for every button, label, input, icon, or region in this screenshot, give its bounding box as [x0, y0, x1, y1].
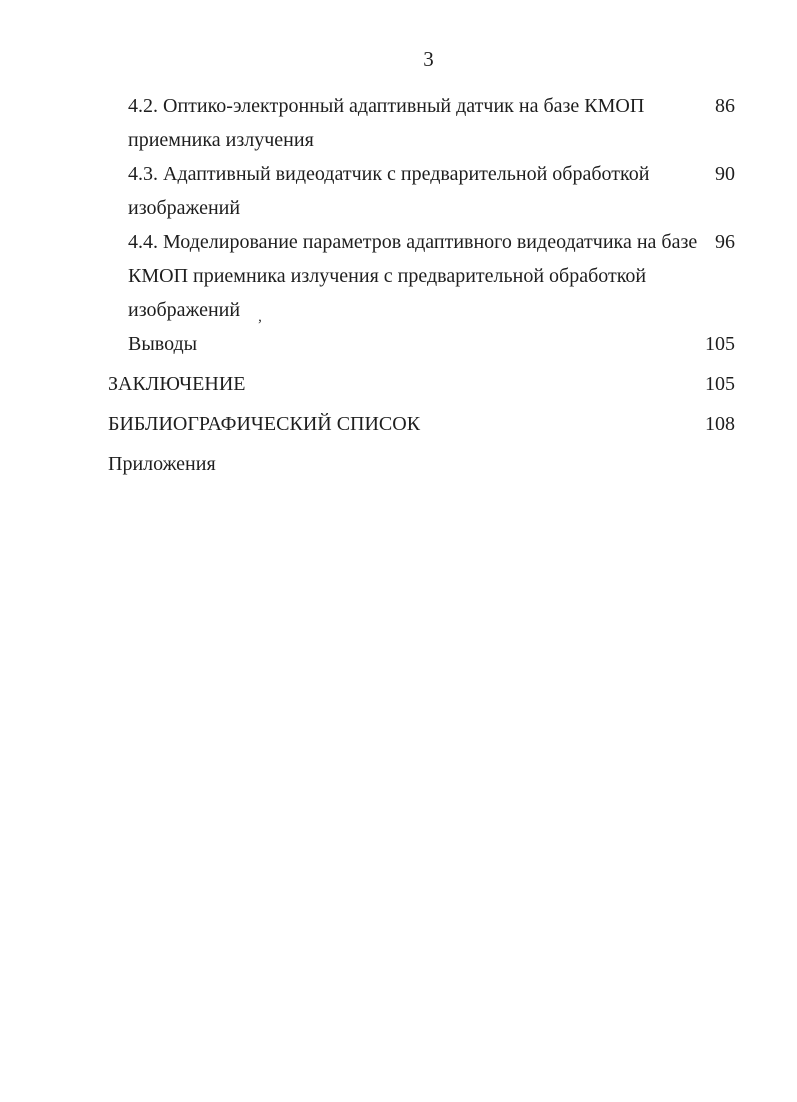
page-number-folio: 3 [423, 47, 434, 71]
toc-entry-text: Выводы [128, 333, 198, 355]
toc-entry-zaklyuchenie [108, 367, 735, 401]
toc-entry-line [108, 293, 735, 327]
toc-entry-line [108, 225, 735, 259]
toc-entry-page-number: 105 [705, 333, 735, 355]
toc-entry-prilozheniya [108, 447, 735, 481]
toc-entry-line [108, 447, 735, 481]
toc-entry-line [108, 367, 735, 401]
toc-entry-text: изображений , [128, 293, 262, 329]
toc-entry-vyvody [108, 327, 735, 361]
toc-entry-text: КМОП приемника излучения с предварительной обработкой [128, 265, 647, 287]
toc-entry-line [108, 407, 735, 441]
scan-artifact-mark: , [258, 309, 262, 325]
toc-entry-4-2 [108, 89, 735, 157]
toc-entry-text: приемника излучения [128, 129, 314, 151]
toc-entry-line [108, 123, 735, 157]
toc-entry-text: ЗАКЛЮЧЕНИЕ [108, 373, 246, 395]
toc-entry-page-number: 90 [715, 163, 735, 185]
toc-entry-page-number: 105 [705, 373, 735, 395]
toc-entry-line [108, 157, 735, 191]
toc-entry-4-3 [108, 157, 735, 225]
toc-entry-page-number: 108 [705, 413, 735, 435]
toc-entry-line [108, 259, 735, 293]
toc-entry-4-4 [108, 225, 735, 327]
toc-entry-line [108, 191, 735, 225]
toc-entry-bibliography [108, 407, 735, 441]
toc-entry-text: Приложения [108, 453, 216, 475]
toc-entry-text: изображений [128, 197, 241, 219]
toc-entry-text: 4.2. Оптико-электронный адаптивный датчик на базе КМОП [128, 95, 645, 117]
table-of-contents [108, 89, 735, 481]
toc-entry-page-number: 86 [715, 95, 735, 117]
toc-entry-line [108, 327, 735, 361]
toc-entry-page-number: 96 [715, 231, 735, 253]
toc-entry-line [108, 89, 735, 123]
toc-entry-text: 4.4. Моделирование параметров адаптивного видеодатчика на базе [128, 231, 698, 253]
toc-entry-text: 4.3. Адаптивный видеодатчик с предварительной обработкой [128, 163, 650, 185]
toc-entry-text: БИБЛИОГРАФИЧЕСКИЙ СПИСОК [108, 413, 421, 435]
